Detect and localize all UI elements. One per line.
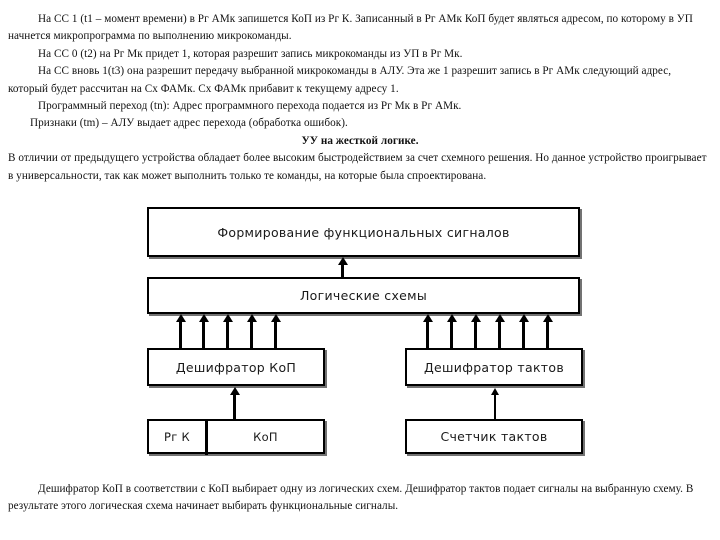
arrow-logic-to-function (341, 264, 344, 278)
cell-register-k (149, 421, 205, 452)
block-decoder-kop-label: Дешифратор КоП (175, 359, 297, 375)
paragraph-1: На СС 1 (t1 – момент времени) в Рг АМк запишется КоП из Рг К. Записанный в Рг АМк КоП будет являться адресом, по которому в УП начнется микропрограмма по выполнению микрокоманды. (8, 13, 693, 43)
paragraph-body: В отличии от предыдущего устройства обладает более высоким быстродействием за счет схемного решения. Но данное устройство проигрывает в универсальности, так как может выполнить только те команды, на которые была спроектирована. (8, 152, 707, 182)
block-decoder-kop (147, 348, 325, 386)
arrow-counter-to-decoder-clock (494, 394, 496, 420)
intro-text-block (8, 11, 712, 185)
arrow-clock-to-logic-5 (522, 321, 525, 348)
block-logic-schemes-label: Логические схемы (299, 288, 428, 303)
arrow-kop-to-logic-1 (179, 321, 182, 348)
cell-divider (205, 419, 208, 455)
paragraph-3: На СС вновь 1(t3) она разрешит передачу выбранной микрокоманды в АЛУ. Эта же 1 разрешит запись в Рг АМк следующий адрес, который будет рассчитан на Сх ФАМк. Сх ФАМк прибавит к текущему адресу 1. (8, 65, 672, 95)
block-clock-counter-label: Счетчик тактов (440, 429, 548, 444)
arrow-kop-to-logic-2 (202, 321, 205, 348)
block-register-kop (147, 419, 325, 454)
section-heading: УУ на жесткой логике. (301, 134, 419, 147)
paragraph-5: Признаки (tm) – АЛУ выдает адрес перехода (обработка ошибок). (30, 117, 348, 130)
arrow-clock-to-logic-6 (546, 321, 549, 348)
arrow-clock-to-logic-2 (450, 321, 453, 348)
cell-kop-field (208, 421, 323, 452)
arrow-regk-to-decoder-kop (233, 394, 236, 420)
paragraph-2: На СС 0 (t2) на Рг Мк придет 1, которая разрешит запись микрокоманды из УП в Рг Мк. (38, 47, 463, 60)
cell-register-k-label: Рг К (164, 429, 190, 444)
arrow-clock-to-logic-3 (474, 321, 477, 348)
arrow-kop-to-logic-4 (250, 321, 253, 348)
block-function-signals-label: Формирование функциональных сигналов (217, 224, 510, 240)
block-decoder-clock (405, 348, 583, 386)
conclusion-text-block (8, 481, 712, 516)
arrow-clock-to-logic-4 (498, 321, 501, 348)
block-logic-schemes (147, 277, 580, 314)
block-function-signals (147, 207, 580, 257)
paragraph-bottom: Дешифратор КоП в соответствии с КоП выбирает одну из логических схем. Дешифратор тактов подает сигналы на выбранную схему. В результате этого логическая схема начинает выбирать функциональные сигналы. (8, 483, 694, 513)
paragraph-4: Программный переход (tn): Адрес программного перехода подается из Рг Мк в Рг АМк. (38, 100, 462, 113)
block-clock-counter (405, 419, 583, 454)
cell-kop-field-label: КоП (253, 429, 278, 444)
arrow-clock-to-logic-1 (426, 321, 429, 348)
block-decoder-clock-label: Дешифратор тактов (423, 359, 565, 375)
arrow-kop-to-logic-5 (274, 321, 277, 348)
arrow-kop-to-logic-3 (226, 321, 229, 348)
